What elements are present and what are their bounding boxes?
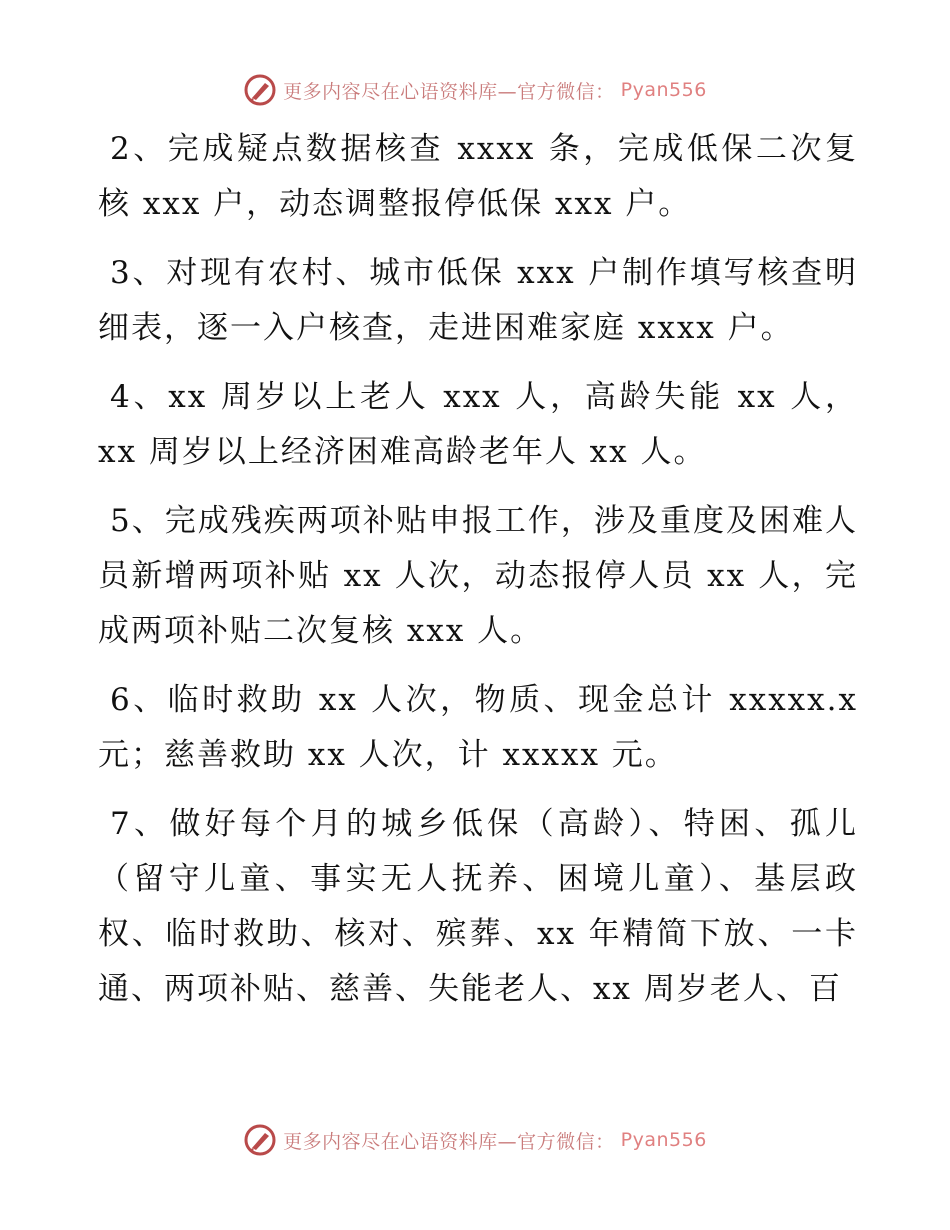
- paragraph-item-6: 6、临时救助 xx 人次，物质、现金总计 xxxxx.x 元；慈善救助 xx 人次，计 xxxxx 元。: [98, 682, 858, 773]
- paragraph-item-2: 2、完成疑点数据核查 xxxx 条，完成低保二次复核 xxx 户，动态调整报停低保 xxx 户。: [98, 131, 858, 222]
- paragraph-item-3: 3、对现有农村、城市低保 xxx 户制作填写核查明细表，逐一入户核查，走进困难家庭 xxxx 户。: [98, 255, 858, 346]
- document-body: [98, 122, 858, 1031]
- paragraph-item-4: 4、xx 周岁以上老人 xxx 人，高龄失能 xx 人，xx 周岁以上经济困难高龄老年人 xx 人。: [98, 379, 858, 470]
- watermark-text: 更多内容尽在心语资料库—官方微信：: [283, 80, 615, 103]
- pen-logo-icon: [243, 73, 277, 107]
- watermark-wechat-id: Pyan556: [620, 79, 707, 101]
- header-watermark: [0, 70, 950, 110]
- pen-logo-icon: [243, 1123, 277, 1157]
- paragraph-item-7: 7、做好每个月的城乡低保（高龄）、特困、孤儿（留守儿童、事实无人抚养、困境儿童）、基层政权、临时救助、核对、殡葬、xx 年精简下放、一卡通、两项补贴、慈善、失能老人、xx 周岁老人、百: [98, 806, 858, 1007]
- watermark-wechat-id: Pyan556: [620, 1129, 707, 1151]
- paragraph-item-5: 5、完成残疾两项补贴申报工作，涉及重度及困难人员新增两项补贴 xx 人次，动态报停人员 xx 人，完成两项补贴二次复核 xxx 人。: [98, 503, 858, 649]
- watermark-text: 更多内容尽在心语资料库—官方微信：: [283, 1130, 615, 1153]
- footer-watermark: [0, 1120, 950, 1160]
